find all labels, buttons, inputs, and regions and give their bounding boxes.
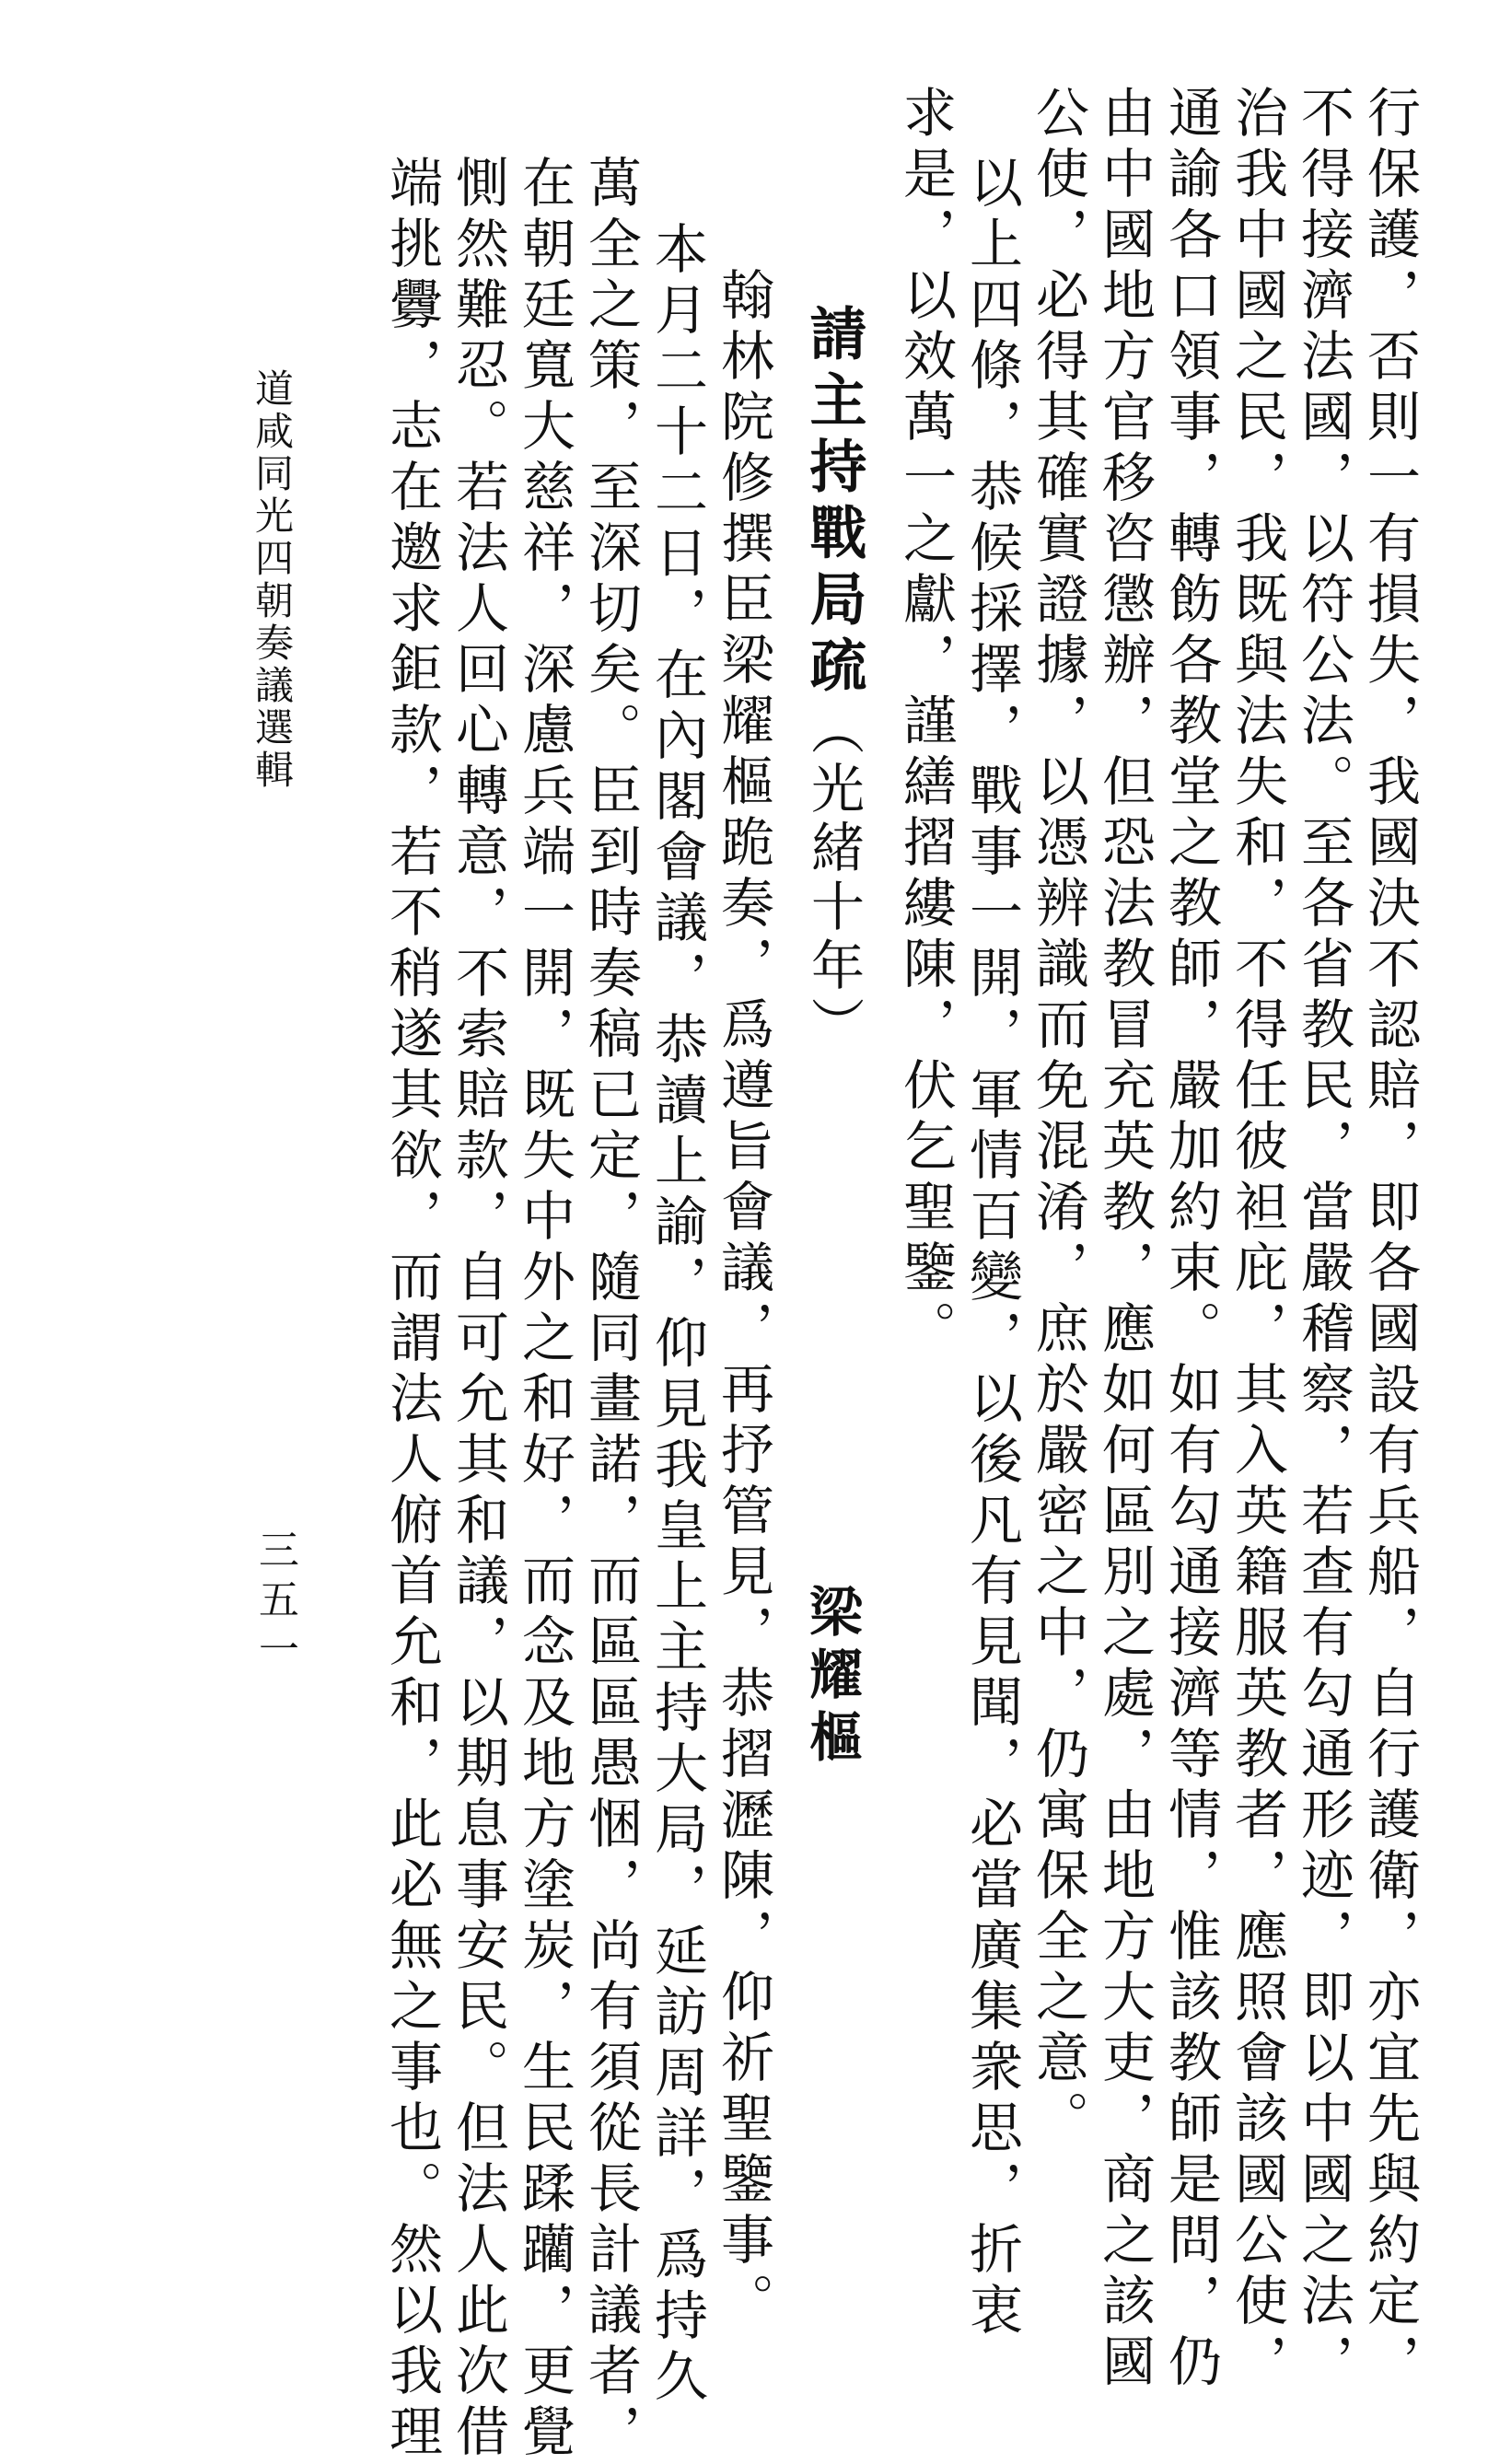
memorial-title-date: （光緒十年） <box>802 702 865 1055</box>
text-column: 求是，以效萬一之獻，謹繕摺縷陳，伏乞聖鑒。 <box>894 85 957 1361</box>
memorial-author: 梁耀樞 <box>800 1584 863 1772</box>
text-column: 治我中國之民，我既與法失和，不得任彼袒庇，其入英籍服英教者，應照會該國公使， <box>1226 85 1288 2394</box>
text-column: 在朝廷寬大慈祥，深慮兵端一開，既失中外之和好，而念及地方塗炭，生民蹂躪，更覺 <box>513 155 575 2464</box>
text-column: 由中國地方官移咨懲辦，但恐法教冒充英教，應如何區別之處，由地方大吏，商之該國 <box>1093 85 1156 2394</box>
text-column: 公使，必得其確實證據，以憑辨識而免混淆，庶於嚴密之中，仍寓保全之意。 <box>1027 85 1089 2151</box>
text-column: 端挑釁，志在邀求鉅款，若不稍遂其欲，而謂法人俯首允和，此必無之事也。然以我理 <box>380 155 443 2464</box>
text-column: 本月二十二日，在內閣會議，恭讀上諭，仰見我皇上主持大局，延訪周詳，爲持久 <box>645 221 708 2409</box>
text-column: 不得接濟法國，以符公法。至各省教民，當嚴稽察，若查有勾通形迹，即以中國之法， <box>1292 85 1354 2394</box>
text-column: 惻然難忍。若法人回心轉意，不索賠款，自可允其和議，以期息事安民。但法人此次借 <box>447 155 509 2464</box>
text-column: 翰林院修撰臣梁耀樞跪奏，爲遵旨會議，再抒管見，恭摺瀝陳，仰祈聖鑒事。 <box>712 267 774 2333</box>
page-number: 三五一 <box>251 1528 298 1678</box>
text-column: 行保護，否則一有損失，我國決不認賠，即各國設有兵船，自行護衛，亦宜先與約定， <box>1358 85 1421 2394</box>
running-header: 道咸同光四朝奏議選輯 <box>250 368 295 792</box>
text-column: 萬全之策，至深切矣。臣到時奏稿已定，隨同畫諾，而區區愚悃，尚有須從長計議者， <box>579 155 642 2464</box>
memorial-title-text: 請主持戰局疏 <box>800 304 867 702</box>
memorial-title <box>800 304 867 1055</box>
text-column: 通諭各口領事，轉飭各教堂之教師，嚴加約束。如有勾通接濟等情，惟該教師是問，仍 <box>1159 85 1222 2394</box>
text-column: 以上四條，恭候採擇，戰事一開，軍情百變，以後凡有見聞，必當廣集衆思，折衷 <box>960 155 1023 2342</box>
